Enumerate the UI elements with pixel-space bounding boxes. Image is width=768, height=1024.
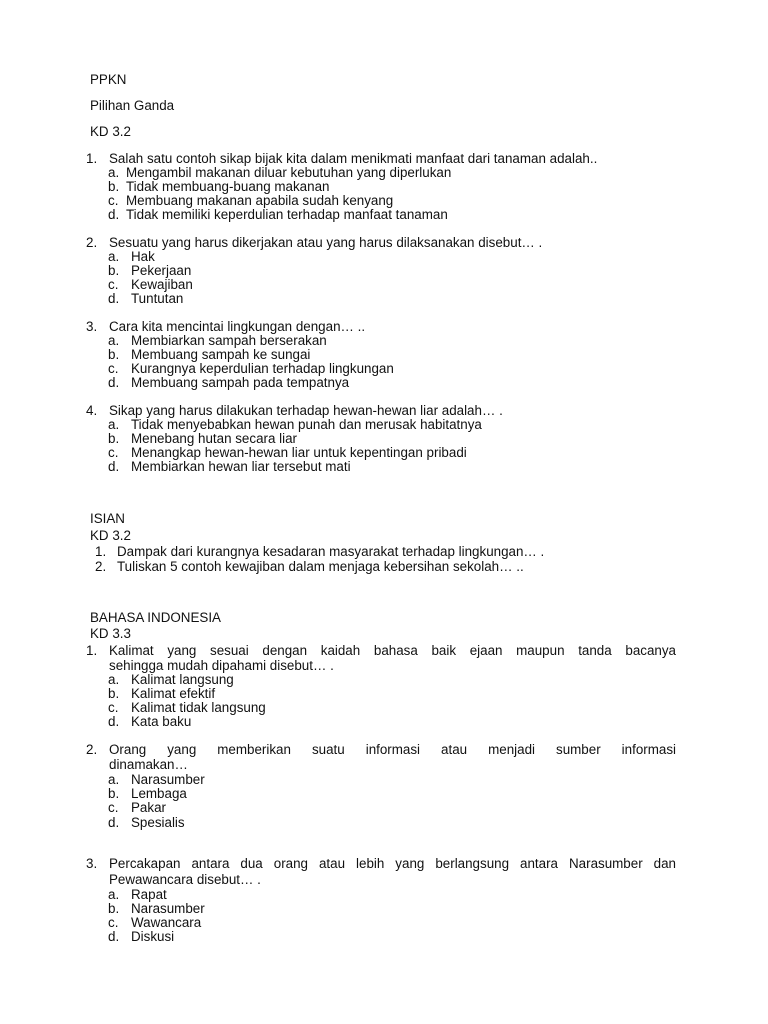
option-text: Spesialis [131, 815, 185, 830]
option-text: Rapat [131, 887, 167, 902]
option-letter: c. [108, 361, 119, 376]
section-title-isian: ISIAN [90, 511, 125, 526]
question-number: 1. [86, 643, 98, 658]
option-letter: d. [108, 714, 120, 729]
question-text-line-1: Percakapan antara dua orang atau lebih yang berlangsung antara Narasumber dan [109, 856, 676, 871]
section-kd-ppkn: KD 3.2 [90, 124, 131, 139]
option-text: Membuang makanan apabila sudah kenyang [126, 193, 394, 208]
option-letter: a. [108, 417, 120, 432]
option-text: Kurangnya keperdulian terhadap lingkungan [131, 361, 394, 376]
question-number: 2. [95, 559, 107, 574]
option-letter: c. [108, 700, 119, 715]
option-letter: a. [108, 887, 120, 902]
section-title-ppkn: PPKN [90, 72, 127, 87]
question-text: Tuliskan 5 contoh kewajiban dalam menjaga kebersihan sekolah… .. [117, 559, 524, 574]
option-text: Lembaga [131, 786, 187, 801]
section-kd-bahasa: KD 3.3 [90, 626, 131, 641]
option-letter: b. [108, 263, 120, 278]
option-text: Kata baku [131, 714, 192, 729]
option-letter: d. [108, 815, 120, 830]
option-letter: d. [108, 291, 120, 306]
option-letter: a. [108, 772, 120, 787]
option-text: Kalimat tidak langsung [131, 700, 266, 715]
option-letter: a. [108, 333, 120, 348]
option-text: Mengambil makanan diluar kebutuhan yang diperlukan [126, 165, 452, 180]
option-text: Kalimat langsung [131, 672, 234, 687]
option-letter: b. [108, 901, 120, 916]
question-text-line-1: Kalimat yang sesuai dengan kaidah bahasa baik ejaan maupun tanda bacanya [109, 643, 676, 658]
option-letter: d. [108, 375, 120, 390]
option-text: Kewajiban [131, 277, 193, 292]
option-text: Membiarkan hewan liar tersebut mati [131, 459, 351, 474]
option-text: Tidak membuang-buang makanan [126, 179, 330, 194]
option-text: Narasumber [131, 772, 205, 787]
question-text-line-2: sehingga mudah dipahami disebut… . [109, 658, 334, 673]
option-letter: c. [108, 445, 119, 460]
option-letter: d. [108, 459, 120, 474]
option-letter: a. [108, 165, 120, 180]
option-letter: c. [108, 800, 119, 815]
question-text-line-2: dinamakan… [109, 757, 188, 772]
question-text-line-2: Pewawancara disebut… . [109, 872, 261, 887]
option-letter: a. [108, 249, 120, 264]
option-text: Tuntutan [131, 291, 184, 306]
option-letter: d. [108, 929, 120, 944]
question-number: 2. [86, 742, 98, 757]
option-letter: d. [108, 207, 120, 222]
question-number: 1. [95, 544, 107, 559]
option-text: Membuang sampah pada tempatnya [131, 375, 350, 390]
question-number: 3. [86, 856, 98, 871]
question-number: 2. [86, 235, 98, 250]
option-letter: b. [108, 347, 120, 362]
option-text: Narasumber [131, 901, 205, 916]
question-text-line-1: Orang yang memberikan suatu informasi atau menjadi sumber informasi [109, 742, 676, 757]
option-text: Membuang sampah ke sungai [131, 347, 311, 362]
option-text: Menangkap hewan-hewan liar untuk kepentingan pribadi [131, 445, 467, 460]
question-text: Cara kita mencintai lingkungan dengan… .. [109, 319, 366, 334]
option-text: Pakar [131, 800, 166, 815]
question-text: Salah satu contoh sikap bijak kita dalam menikmati manfaat dari tanaman adalah.. [109, 151, 598, 166]
question-number: 4. [86, 403, 98, 418]
option-text: Menebang hutan secara liar [131, 431, 298, 446]
option-text: Wawancara [131, 915, 202, 930]
question-number: 1. [86, 151, 98, 166]
option-letter: b. [108, 431, 120, 446]
option-letter: b. [108, 786, 120, 801]
question-number: 3. [86, 319, 98, 334]
section-subtitle-pilihan-ganda: Pilihan Ganda [90, 98, 175, 113]
option-text: Pekerjaan [131, 263, 192, 278]
option-text: Membiarkan sampah berserakan [131, 333, 327, 348]
option-letter: c. [108, 277, 119, 292]
question-text: Sikap yang harus dilakukan terhadap hewan-hewan liar adalah… . [109, 403, 503, 418]
option-text: Tidak menyebabkan hewan punah dan merusak habitatnya [131, 417, 482, 432]
option-letter: b. [108, 179, 120, 194]
question-text: Sesuatu yang harus dikerjakan atau yang harus dilaksanakan disebut… . [109, 235, 543, 250]
option-letter: a. [108, 672, 120, 687]
option-text: Hak [131, 249, 155, 264]
section-title-bahasa-indonesia: BAHASA INDONESIA [90, 610, 221, 625]
option-text: Diskusi [131, 929, 175, 944]
option-text: Tidak memiliki keperdulian terhadap manfaat tanaman [126, 207, 448, 222]
section-kd-isian: KD 3.2 [90, 528, 131, 543]
option-letter: c. [108, 193, 119, 208]
question-text: Dampak dari kurangnya kesadaran masyarakat terhadap lingkungan… . [117, 544, 545, 559]
option-letter: c. [108, 915, 119, 930]
option-text: Kalimat efektif [131, 686, 216, 701]
option-letter: b. [108, 686, 120, 701]
